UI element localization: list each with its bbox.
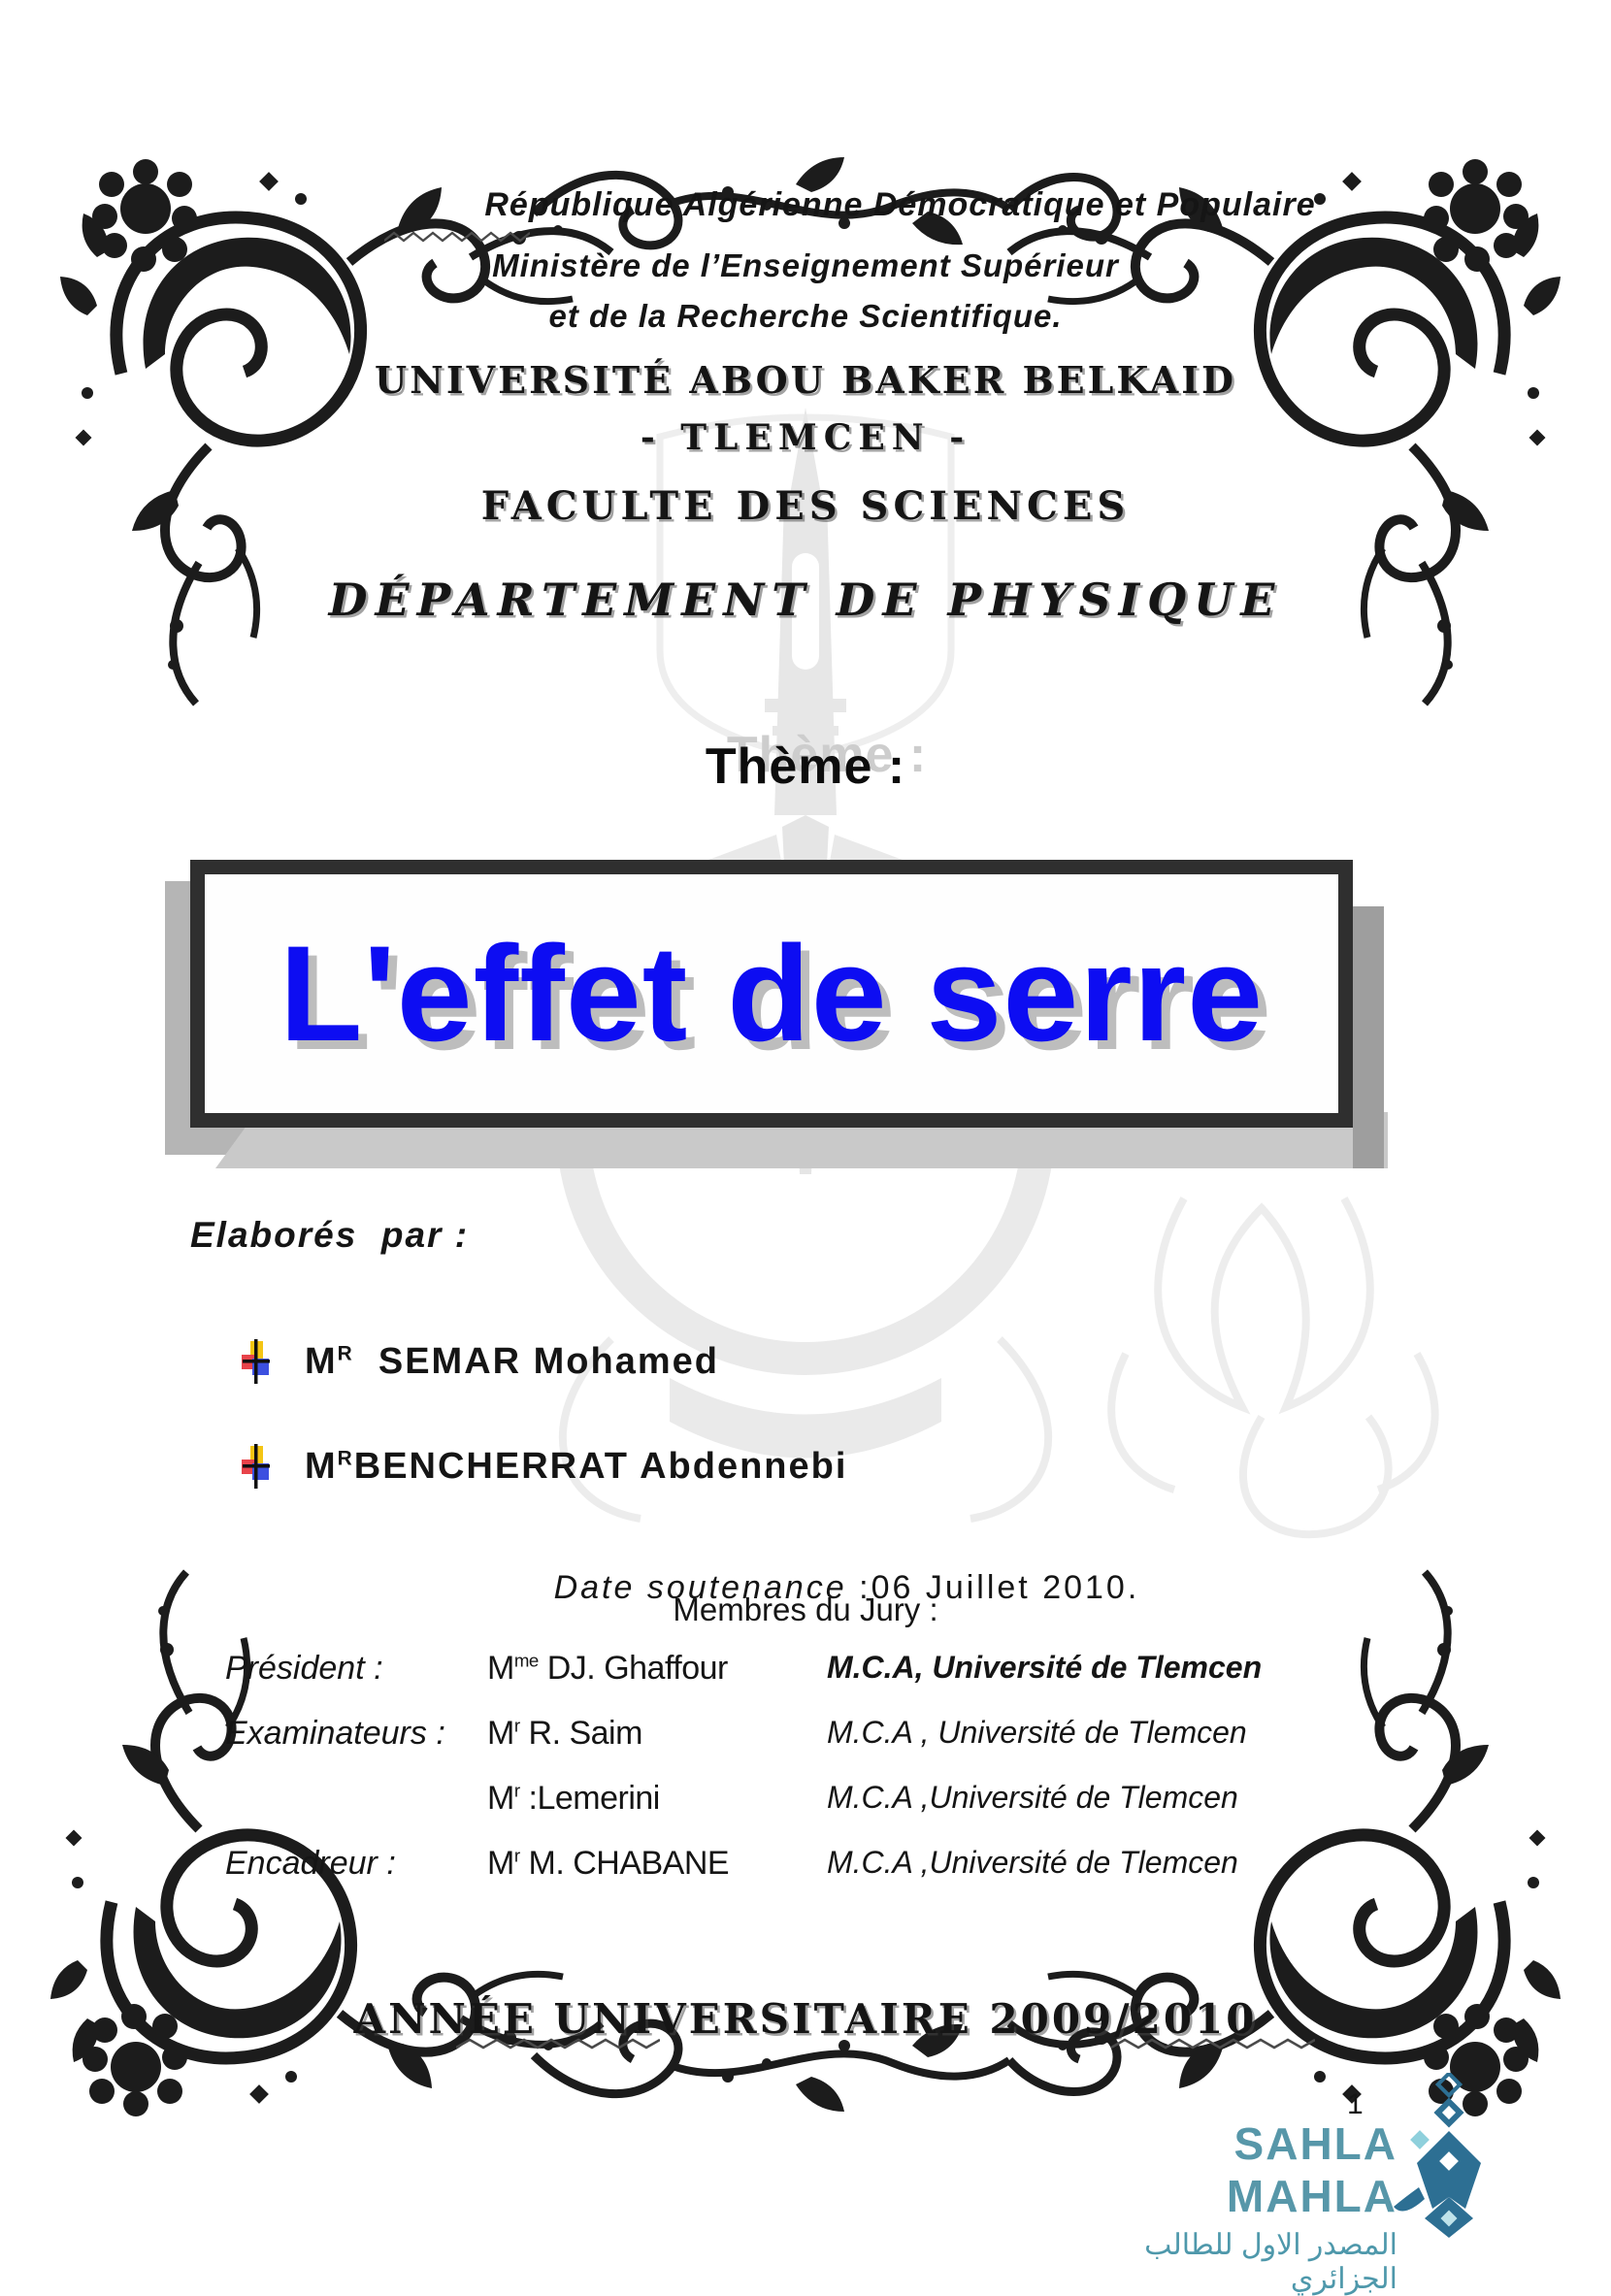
title-box-right-shadow bbox=[1353, 906, 1384, 1168]
jury-table bbox=[225, 1650, 1262, 1910]
title-box bbox=[190, 860, 1353, 1128]
defense-date-label: Date soutenance bbox=[553, 1569, 847, 1606]
author-name: $M^R$ SEMAR Mohamed bbox=[305, 1340, 719, 1382]
jury-member-name: $M^{me}$ DJ. Ghaffour bbox=[487, 1650, 728, 1687]
brand-name: SAHLA MAHLA bbox=[1226, 2118, 1397, 2221]
author-name: $M^RBENCHERRAT$ Abdennebi bbox=[305, 1445, 848, 1487]
authors-heading: Elaborés par : bbox=[190, 1215, 470, 1255]
jury-role: Président : bbox=[225, 1650, 383, 1687]
faculty-name: FACULTE DES SCIENCES bbox=[480, 483, 1131, 529]
defense-date-value: :06 Juillet 2010. bbox=[846, 1569, 1140, 1606]
author-item bbox=[241, 1444, 847, 1489]
jury-heading: Membres du Jury : bbox=[673, 1591, 938, 1627]
jury-affiliation: M.C.A, Université de Tlemcen bbox=[827, 1650, 1263, 1685]
author-item bbox=[241, 1339, 847, 1384]
university-city: - TLEMCEN - bbox=[640, 417, 971, 458]
ministry-line-1: Ministère de l’Enseignement Supérieur bbox=[492, 247, 1119, 283]
sahla-mahla-logo-icon bbox=[1386, 2073, 1512, 2243]
department-name: DÉPARTEMENT DE PHYSIQUE bbox=[328, 574, 1283, 626]
theme-label: Thème : bbox=[705, 738, 906, 795]
colored-cross-bullet-icon bbox=[241, 1444, 272, 1489]
branding-block bbox=[1116, 2117, 1397, 2296]
brand-tagline-arabic: المصدر الاول للطالب الجزائري bbox=[1144, 2229, 1397, 2295]
colored-cross-bullet-icon bbox=[241, 1339, 272, 1384]
jury-affiliation: M.C.A ,Université de Tlemcen bbox=[827, 1780, 1238, 1815]
republic-line: République Algérienne Démocratique et Populaire bbox=[484, 186, 1316, 223]
academic-year-line: ANNÉE UNIVERSITAIRE 2009/2010 bbox=[353, 1995, 1258, 2043]
watermark-flourish bbox=[1068, 1179, 1524, 1558]
university-name: UNIVERSITÉ ABOU BAKER BELKAID bbox=[374, 358, 1237, 402]
ministry-line-2: et de la Recherche Scientifique. bbox=[548, 298, 1063, 334]
jury-affiliation: M.C.A , Université de Tlemcen bbox=[827, 1715, 1247, 1750]
jury-member-name: $M^r$ :Lemerini bbox=[487, 1780, 660, 1817]
jury-affiliation: M.C.A ,Université de Tlemcen bbox=[827, 1845, 1238, 1880]
jury-member-name: $M^r$ R. Saim bbox=[487, 1715, 642, 1752]
jury-member-name: $M^r$ M. CHABANE bbox=[487, 1845, 730, 1882]
jury-role: Encadreur : bbox=[225, 1845, 396, 1882]
authors-list bbox=[241, 1339, 847, 1489]
thesis-title: L'effet de serre bbox=[279, 917, 1265, 1069]
document-header bbox=[0, 186, 1611, 626]
jury-role: Examinateurs : bbox=[225, 1715, 445, 1752]
page-number: 1 bbox=[1347, 2088, 1364, 2120]
